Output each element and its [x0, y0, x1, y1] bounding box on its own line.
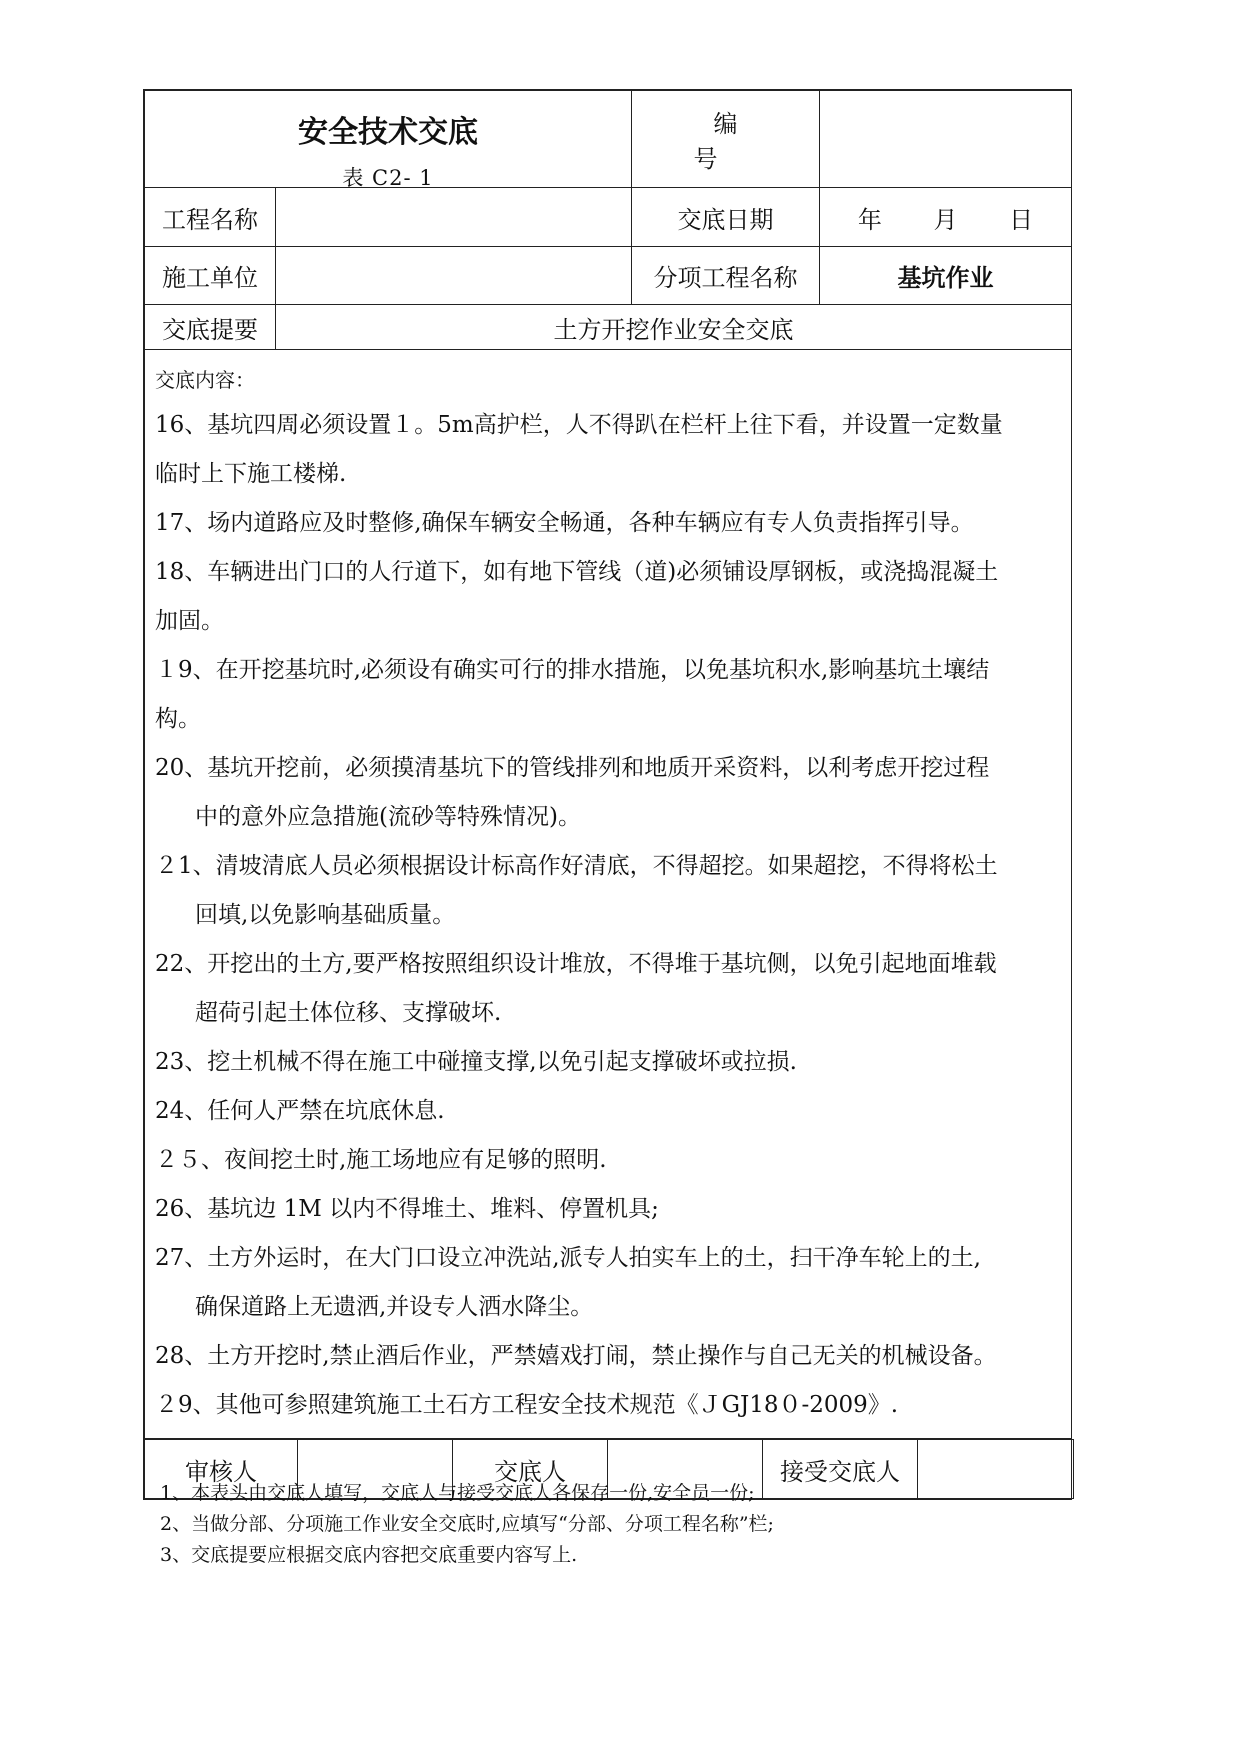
discloser-label: 交底人 — [453, 1440, 608, 1499]
content-item — [155, 940, 1061, 1038]
number-label: 编 号 — [632, 91, 820, 188]
receiver-label: 接受交底人 — [763, 1440, 918, 1499]
reviewer-label: 审核人 — [145, 1440, 298, 1499]
content-item-line: 26、基坑边 1M 以内不得堆土、堆料、停置机具; — [155, 1196, 659, 1222]
content-item — [155, 744, 1061, 842]
content-item-line: 22、开挖出的土方,要严格按照组织设计堆放，不得堆于基坑侧，以免引起地面堆载 — [155, 951, 997, 977]
content-item-line: １9、在开挖基坑时,必须设有确实可行的排水措施，以免基坑积水,影响基坑土壤结 — [155, 657, 990, 683]
date-value[interactable] — [820, 188, 1072, 247]
content-heading: 交底内容： — [155, 368, 255, 392]
form-title: 安全技术交底 — [298, 115, 478, 150]
summary-label: 交底提要 — [145, 305, 276, 350]
content-item-line: ２５、夜间挖土时,施工场地应有足够的照明. — [155, 1147, 607, 1173]
header-table — [144, 90, 1072, 1439]
date-month: 月 — [933, 205, 958, 234]
content-item-continuation: 构。 — [155, 706, 201, 732]
content-item — [155, 548, 1061, 646]
content-items — [155, 401, 1061, 1430]
content-item-line: ２1、清坡清底人员必须根据设计标高作好清底，不得超挖。如果超挖，不得将松土 — [155, 853, 998, 879]
date-day: 日 — [1009, 205, 1034, 234]
date-label: 交底日期 — [632, 188, 820, 247]
content-item-line: 27、土方外运时，在大门口设立冲洗站,派专人拍实车上的土，扫干净车轮上的土, — [155, 1245, 981, 1271]
content-item-line: 20、基坑开挖前，必须摸清基坑下的管线排列和地质开采资料，以利考虑开挖过程 — [155, 755, 990, 781]
footnote: 3、交底提要应根据交底内容把交底重要内容写上. — [160, 1544, 578, 1566]
content-item-line: 24、任何人严禁在坑底休息. — [155, 1098, 445, 1124]
summary-value[interactable]: 土方开挖作业安全交底 — [276, 305, 1072, 350]
subproject-value[interactable]: 基坑作业 — [820, 247, 1072, 305]
footnotes — [160, 1478, 774, 1571]
content-item — [155, 1136, 1061, 1185]
content-item-continuation: 加固。 — [155, 608, 224, 634]
content-item-line: 18、车辆进出门口的人行道下，如有地下管线（道)必须铺设厚钢板，或浇捣混凝土 — [155, 559, 999, 585]
content-item-continuation: 确保道路上无遗洒,并设专人洒水降尘。 — [195, 1294, 594, 1320]
receiver-value[interactable] — [918, 1440, 1074, 1499]
content-cell — [145, 350, 1072, 1439]
title-cell — [145, 91, 632, 188]
content-item-continuation: 临时上下施工楼梯. — [155, 461, 347, 487]
contractor-value[interactable] — [276, 247, 632, 305]
content-item — [155, 1038, 1061, 1087]
content-item — [155, 1087, 1061, 1136]
project-name-label: 工程名称 — [145, 188, 276, 247]
content-item — [155, 1234, 1061, 1332]
number-value[interactable] — [820, 91, 1072, 188]
footnote: 1、本表头由交底人填写，交底人与接受交底人各保存一份,安全员一份; — [160, 1482, 755, 1504]
content-item — [155, 401, 1061, 499]
footnote: 2、当做分部、分项施工作业安全交底时,应填写“分部、分项工程名称”栏; — [160, 1513, 774, 1535]
content-item-line: 17、场内道路应及时整修,确保车辆安全畅通，各种车辆应有专人负责指挥引导。 — [155, 510, 974, 536]
content-item — [155, 646, 1061, 744]
content-item-line: 23、挖土机械不得在施工中碰撞支撑,以免引起支撑破坏或拉损. — [155, 1049, 797, 1075]
contractor-label: 施工单位 — [145, 247, 276, 305]
project-name-value[interactable] — [276, 188, 632, 247]
safety-disclosure-form — [143, 89, 1072, 1500]
content-item-continuation: 中的意外应急措施(流砂等特殊情况)。 — [195, 804, 581, 830]
subproject-label: 分项工程名称 — [632, 247, 820, 305]
form-code: 表 C2- 1 — [342, 166, 434, 190]
content-item — [155, 1381, 1061, 1430]
content-item-line: ２9、其他可参照建筑施工土石方工程安全技术规范《ＪGJ18０-2009》. — [155, 1392, 899, 1418]
content-item-continuation: 超荷引起土体位移、支撑破坏. — [195, 1000, 502, 1026]
content-item-line: 28、土方开挖时,禁止酒后作业，严禁嬉戏打闹，禁止操作与自己无关的机械设备。 — [155, 1343, 997, 1369]
content-item — [155, 499, 1061, 548]
date-year: 年 — [857, 205, 882, 234]
content-item-line: 16、基坑四周必须设置１。5m高护栏，人不得趴在栏杆上往下看，并设置一定数量 — [155, 412, 1003, 438]
content-item — [155, 842, 1061, 940]
content-item — [155, 1185, 1061, 1234]
content-item — [155, 1332, 1061, 1381]
content-item-continuation: 回填,以免影响基础质量。 — [195, 902, 456, 928]
